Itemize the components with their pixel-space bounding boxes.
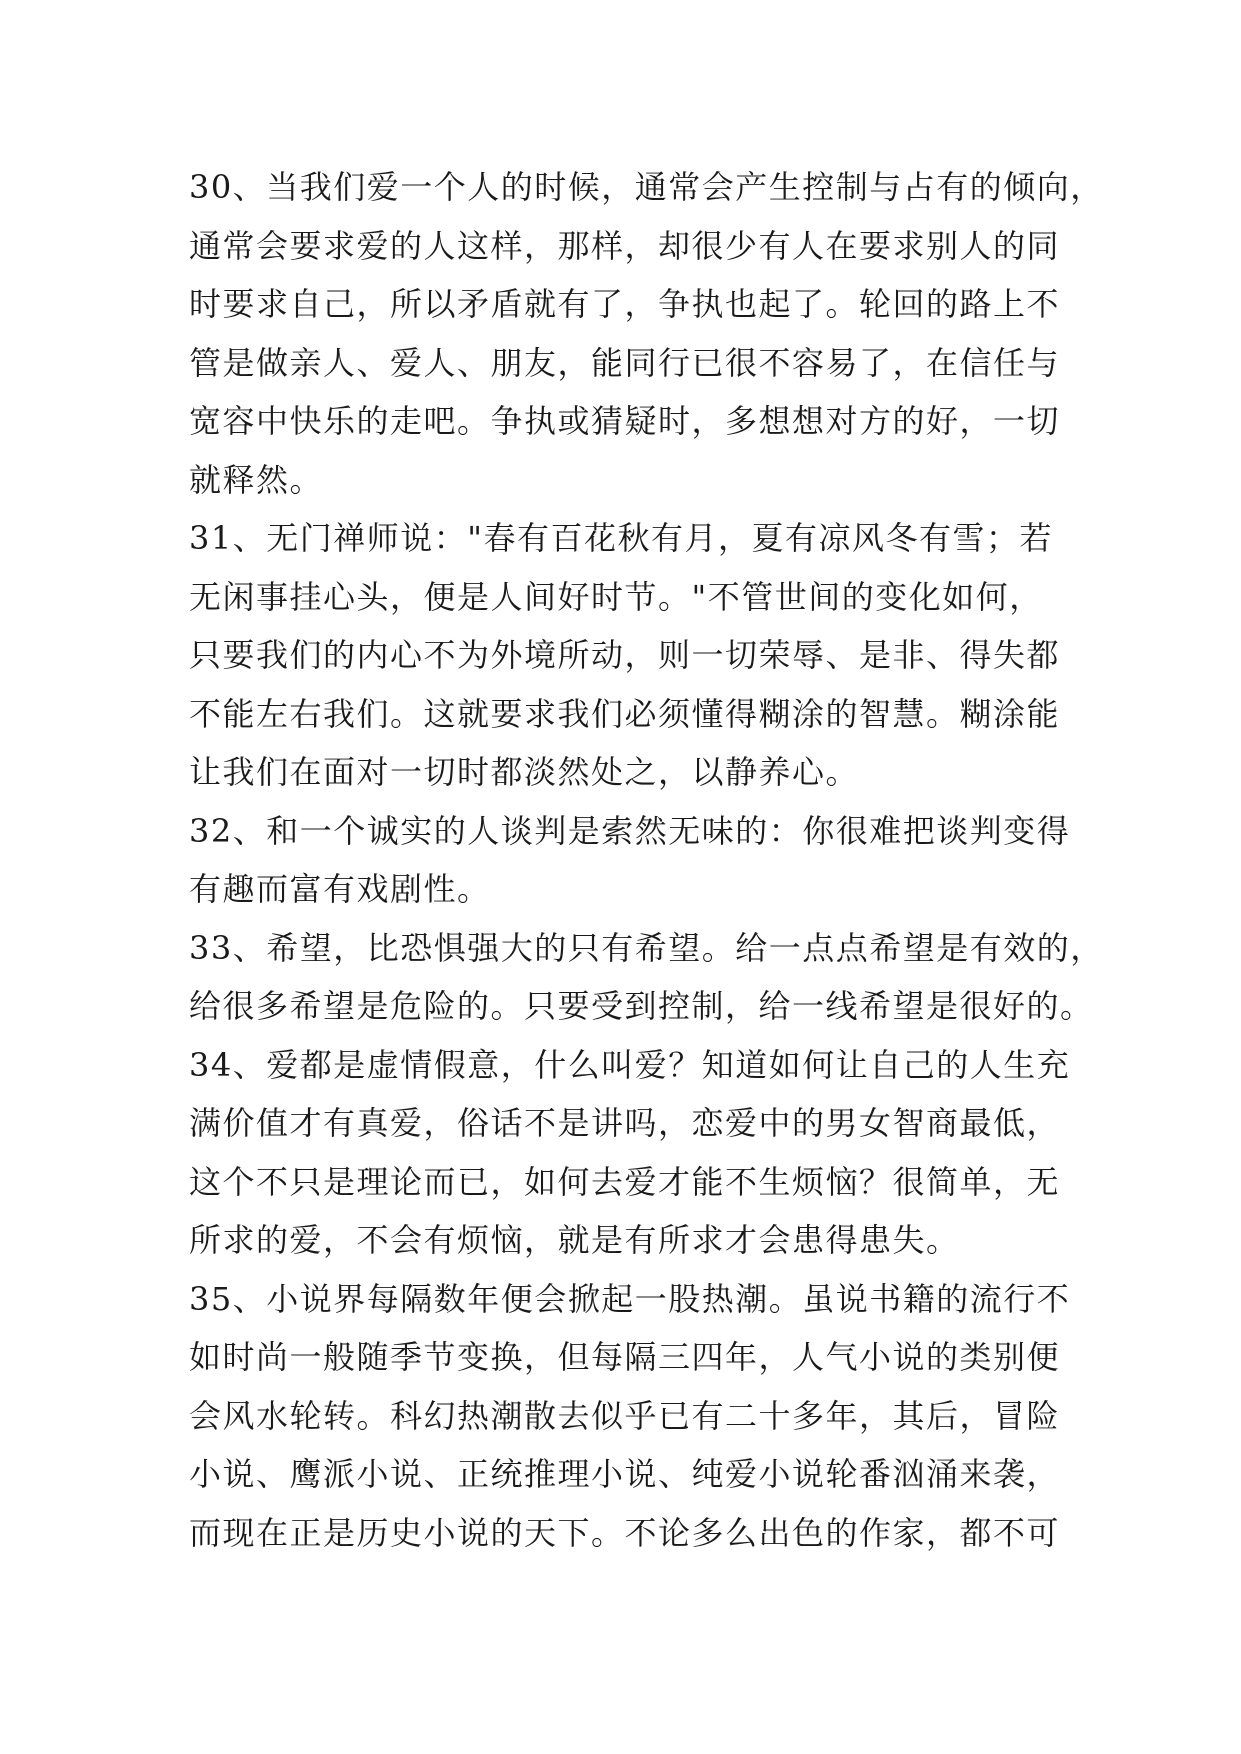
text-line: 35、小说界每隔数年便会掀起一股热潮。虽说书籍的流行不 [189, 1279, 1071, 1318]
text-line: 如时尚一般随季节变换，但每隔三四年，人气小说的类别便 [189, 1338, 1061, 1376]
text-line: 会风水轮转。科幻热潮散去似乎已有二十多年，其后，冒险 [189, 1396, 1061, 1435]
text-line: 给很多希望是危险的。只要受到控制，给一线希望是很好的。 [189, 987, 1094, 1025]
text-line: 这个不只是理论而已，如何去爱才能不生烦恼？很简单，无 [189, 1162, 1061, 1201]
text-line: 33、希望，比恐惧强大的只有希望。给一点点希望是有效的， [189, 928, 1104, 967]
text-line: 满价值才有真爱，俗话不是讲吗，恋爱中的男女智商最低， [189, 1104, 1061, 1142]
text-line: 32、和一个诚实的人谈判是索然无味的：你很难把谈判变得 [189, 811, 1071, 850]
text-line: 有趣而富有戏剧性。 [189, 870, 491, 908]
text-line: 通常会要求爱的人这样，那样，却很少有人在要求别人的同 [189, 226, 1061, 265]
text-line: 小说、鹰派小说、正统推理小说、纯爱小说轮番汹涌来袭， [189, 1455, 1061, 1493]
text-line: 无闲事挂心头，便是人间好时节。"不管世间的变化如何， [189, 577, 1043, 616]
text-line: 宽容中快乐的走吧。争执或猜疑时，多想想对方的好，一切 [189, 402, 1061, 440]
text-line: 30、当我们爱一个人的时候，通常会产生控制与占有的倾向， [189, 168, 1104, 206]
text-line: 时要求自己，所以矛盾就有了，争执也起了。轮回的路上不 [189, 285, 1061, 323]
text-line: 不能左右我们。这就要求我们必须懂得糊涂的智慧。糊涂能 [189, 694, 1061, 733]
text-line: 就释然。 [189, 460, 324, 499]
body-text [189, 158, 1104, 1562]
text-line: 让我们在面对一切时都淡然处之，以静养心。 [189, 753, 860, 791]
text-line: 而现在正是历史小说的天下。不论多么出色的作家，都不可 [189, 1513, 1061, 1552]
text-line: 34、爱都是虚情假意，什么叫爱？知道如何让自己的人生充 [189, 1045, 1071, 1084]
text-line: 只要我们的内心不为外境所动，则一切荣辱、是非、得失都 [189, 636, 1061, 674]
text-line: 管是做亲人、爱人、朋友，能同行已很不容易了，在信任与 [189, 343, 1061, 382]
text-line: 所求的爱，不会有烦恼，就是有所求才会患得患失。 [189, 1221, 960, 1259]
text-line: 31、无门禅师说："春有百花秋有月，夏有凉风冬有雪；若 [189, 519, 1053, 557]
